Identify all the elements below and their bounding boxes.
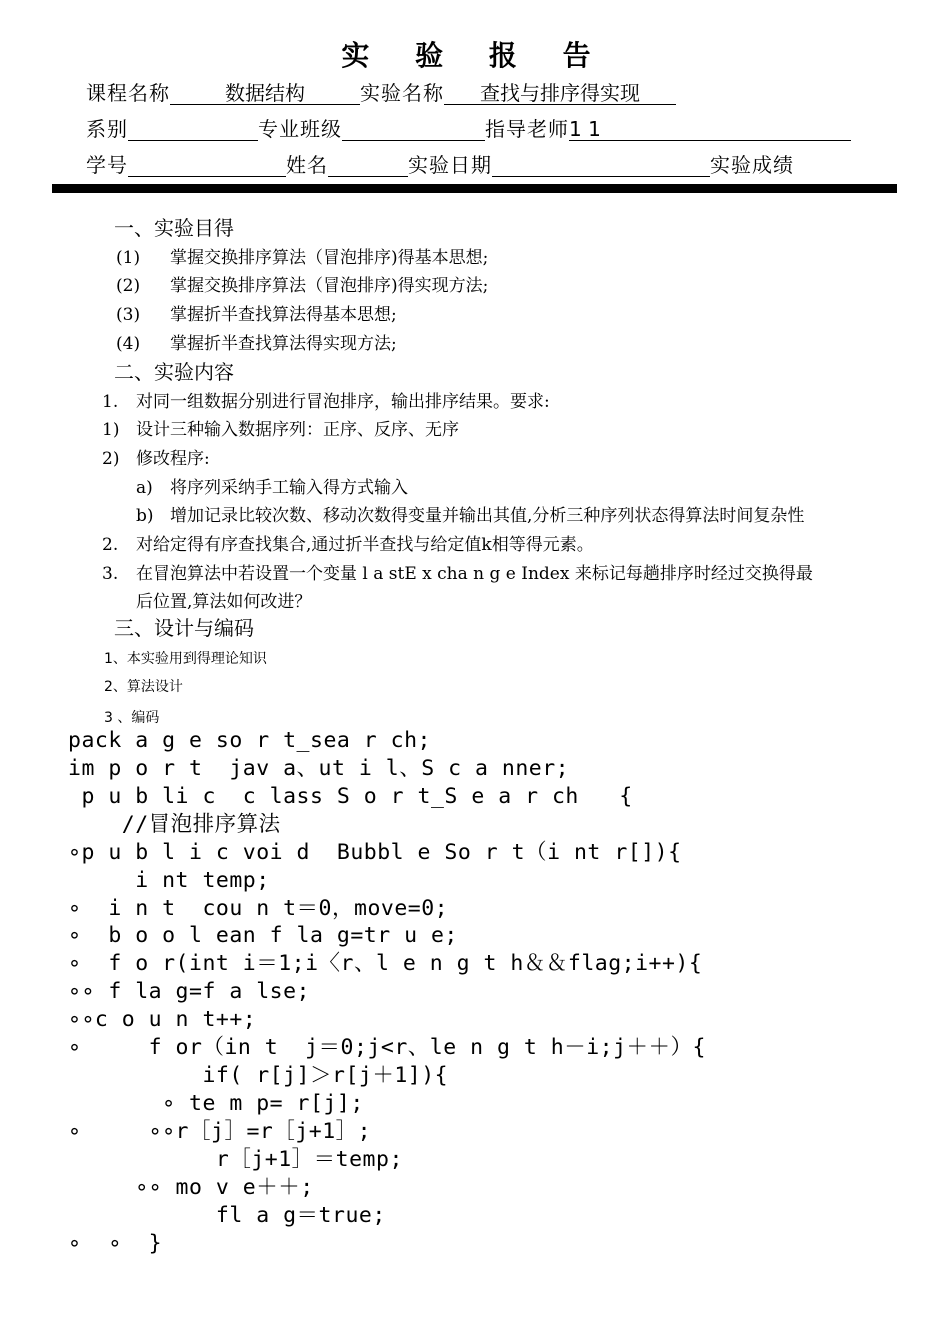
code-line: if( r[j]＞r[j＋1]){ [68, 1063, 449, 1088]
code-line: ∘ f or（in t j＝0;j<r、le n g t h－i;j＋＋）{ [68, 1035, 706, 1060]
subsection-algorithm: 2、算法设计 [104, 679, 183, 695]
header-row-course [86, 78, 676, 108]
item-number: (2) [116, 276, 141, 296]
item-text: 增加记录比较次数、移动次数得变量并输出其值,分析三种序列状态得算法时间复杂性 [170, 506, 805, 526]
item-text: 对给定得有序查找集合,通过折半查找与给定值k相等得元素。 [136, 535, 594, 555]
item-number: 3. [102, 564, 119, 584]
report-title: 实 验 报 告 [341, 39, 609, 72]
item-number: (1) [116, 248, 141, 268]
major-class-field[interactable] [342, 114, 485, 141]
item-number: (4) [116, 334, 141, 354]
item-number: b) [136, 506, 154, 526]
code-line: ∘ te m p= r[j]; [68, 1091, 364, 1116]
code-line: im p o r t jav a、ut i l、S c a nner; [68, 756, 570, 781]
header-row-dept [86, 114, 851, 144]
section-heading-design: 三、设计与编码 [114, 616, 254, 640]
item-text: 设计三种输入数据序列：正序、反序、无序 [136, 420, 459, 440]
code-line: ∘∘ mo v e＋＋; [68, 1175, 314, 1200]
subsection-coding: 3 、编码 [104, 710, 160, 726]
code-line: fl a g＝true; [68, 1203, 386, 1228]
section-heading-objectives: 一、实验目得 [114, 216, 234, 240]
header-divider [52, 184, 897, 193]
teacher-field[interactable]: 1 1 [569, 114, 851, 141]
item-text: 掌握折半查找算法得基本思想; [170, 305, 397, 325]
section-heading-content: 二、实验内容 [114, 360, 234, 384]
code-line: ∘∘c o u n t++; [68, 1007, 257, 1032]
experiment-name-field[interactable]: 查找与排序得实现 [444, 78, 676, 105]
item-number: 2) [102, 449, 120, 469]
header-row-student [86, 150, 794, 180]
code-line: ∘ f o r(int i＝1;i〈r、l e n g t h＆＆flag;i++){ [68, 951, 703, 976]
experiment-name-label: 实验名称 [360, 81, 444, 105]
department-label: 系别 [86, 117, 128, 141]
item-text: 后位置,算法如何改进？ [136, 592, 312, 612]
item-text: 掌握折半查找算法得实现方法; [170, 334, 397, 354]
item-number: a) [136, 478, 153, 498]
code-line: //冒泡排序算法 [68, 812, 281, 837]
code-line: pack a g e so r t_sea r ch; [68, 728, 431, 753]
code-line: ∘ i n t cou n t＝0，move=0; [68, 896, 449, 921]
student-id-label: 学号 [86, 153, 128, 177]
item-number: 2. [102, 535, 119, 555]
date-label: 实验日期 [408, 153, 492, 177]
item-text: 掌握交换排序算法（冒泡排序)得实现方法; [170, 276, 489, 296]
course-field[interactable]: 数据结构 [170, 78, 360, 105]
grade-label: 实验成绩 [710, 153, 794, 177]
course-label: 课程名称 [86, 81, 170, 105]
item-number: 1) [102, 420, 120, 440]
code-line: ∘ ∘ } [68, 1231, 163, 1256]
item-number: 1. [102, 392, 119, 412]
item-text: 将序列采纳手工输入得方式输入 [170, 478, 408, 498]
code-line: i nt temp; [68, 868, 270, 893]
item-text: 在冒泡算法中若设置一个变量 l a stE x cha n g e Index 来标记每趟排序时经过交换得最 [136, 564, 813, 584]
student-id-field[interactable] [128, 150, 286, 177]
item-text: 掌握交换排序算法（冒泡排序)得基本思想; [170, 248, 489, 268]
name-field[interactable] [328, 150, 408, 177]
department-field[interactable] [128, 114, 258, 141]
date-field[interactable] [492, 150, 710, 177]
major-class-label: 专业班级 [258, 117, 342, 141]
item-text: 对同一组数据分别进行冒泡排序，输出排序结果。要求: [136, 392, 550, 412]
name-label: 姓名 [286, 153, 328, 177]
code-line: ∘∘ f la g=f a lse; [68, 979, 310, 1004]
code-line: ∘ b o o l ean f la g=tr u e; [68, 923, 458, 948]
code-line: ∘ ∘∘r［j］=r［j+1］; [68, 1119, 372, 1144]
code-line: ∘p u b l i c voi d Bubbl e So r t（i nt r[]){ [68, 840, 682, 865]
subsection-theory: 1、本实验用到得理论知识 [104, 651, 267, 667]
item-number: (3) [116, 305, 141, 325]
teacher-label: 指导老师 [485, 117, 569, 141]
code-line: r［j+1］＝temp; [68, 1147, 403, 1172]
item-text: 修改程序: [136, 449, 210, 469]
code-line: p u b li c c lass S o r t_S e a r ch { [68, 784, 633, 809]
